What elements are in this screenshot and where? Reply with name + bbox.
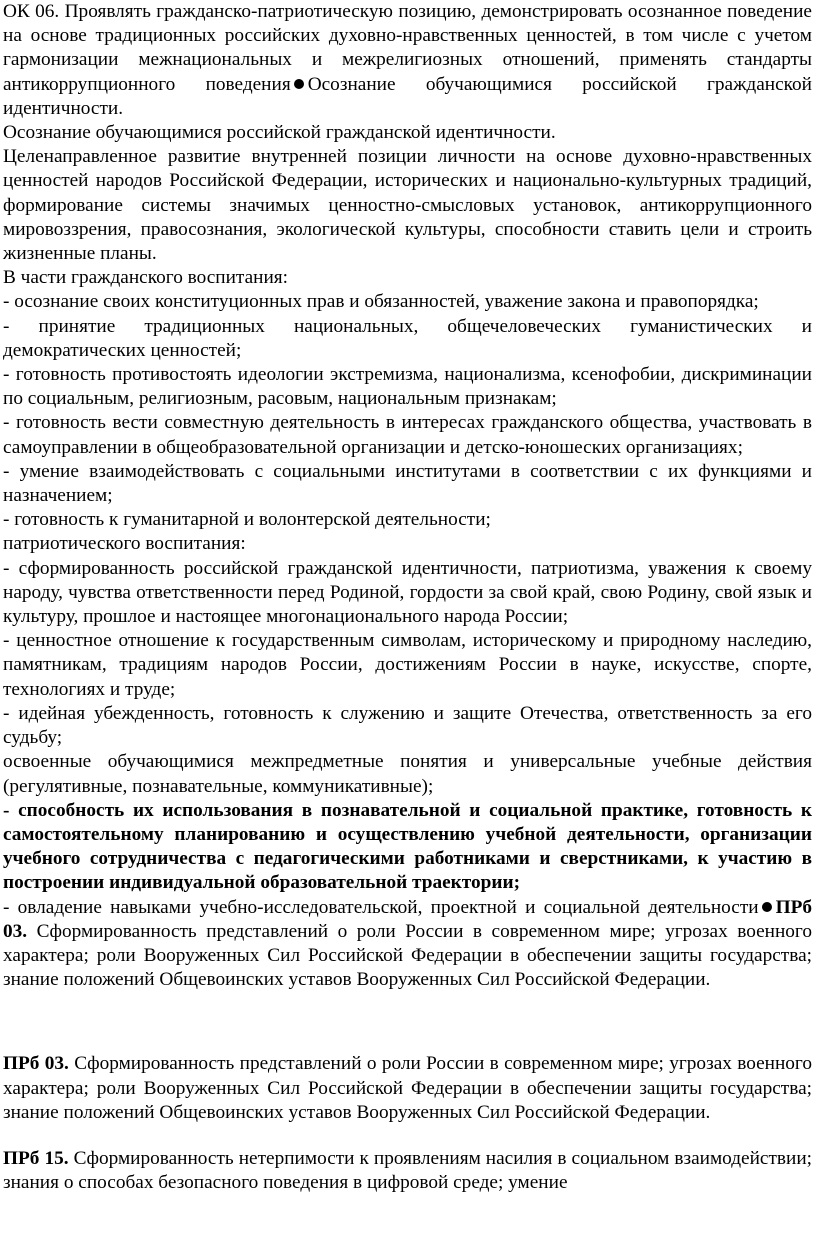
bullet-icon	[294, 79, 304, 89]
patriotic-item: - ценностное отношение к государственным символам, историческому и природному наследию, памятникам, традициям народов России, достижениям России в науке, искусстве, спорте, технологиях и труде;	[3, 630, 812, 700]
identity-paragraph: Осознание обучающимися российской гражданской идентичности.	[3, 122, 556, 144]
prb15-paragraph	[3, 1147, 812, 1195]
ok06-paragraph	[3, 0, 812, 121]
prb03-text: Сформированность представлений о роли России в современном мире; угрозах военного характера; роли Вооруженных Сил Российской Федерации в обеспечении защиты государства; знание положений Общевоинских уставов Вооруженных Сил Российской Федерации.	[3, 1053, 812, 1123]
patriotic-heading: патриотического воспитания:	[3, 533, 246, 555]
development-paragraph: Целенаправленное развитие внутренней позиции личности на основе духовно-нравственных ценностей народов Российской Федерации, исторических и национально-культурных традиций, формирование системы значимых ценностно-смысловых установок, антикоррупционного мировоззрения, правосознания, экологической культуры, способности ставить цели и строить жизненные планы.	[3, 146, 812, 265]
spacer	[3, 992, 812, 1052]
prb03-inline-text: Сформированность представлений о роли России в современном мире; угрозах военного характера; роли Вооруженных Сил Российской Федерации в обеспечении защиты государства; знание положений Общевоинских уставов Вооруженных Сил Российской Федерации.	[3, 920, 812, 991]
prb15-text: Сформированность нетерпимости к проявлениям насилия в социальном взаимодействии; знания о способах безопасного поведения в цифровой среде; умение	[3, 1147, 813, 1194]
patriotic-item: - сформированность российской гражданской идентичности, патриотизма, уважения к своему народу, чувства ответственности перед Родиной, гордости за свой край, свою Родину, свой язык и культуру, прошлое и настоящее многонационального народа России;	[3, 557, 812, 628]
prb15-code: ПРб 15.	[3, 1147, 69, 1169]
civic-item: - принятие традиционных национальных, общечеловеческих гуманистических и демократических ценностей;	[3, 315, 812, 361]
ok06-identity-text: Осознание обучающимися российской гражданской идентичности.	[3, 73, 812, 119]
mastery-text: - овладение навыками учебно-исследовательской, проектной и социальной деятельности	[3, 896, 759, 918]
prb03-inline-code: ПРб 03.	[3, 896, 812, 942]
civic-item: - готовность противостоять идеологии экстремизма, национализма, ксенофобии, дискриминации по социальным, религиозным, расовым, национальным признакам;	[3, 364, 812, 410]
patriotic-item: - идейная убежденность, готовность к служению и защите Отечества, ответственность за его судьбу;	[3, 702, 812, 749]
prb03-paragraph	[3, 1052, 812, 1125]
bullet-icon	[762, 902, 772, 912]
spacer	[3, 1125, 812, 1147]
uud-paragraph: освоенные обучающимися межпредметные понятия и универсальные учебные действия (регулятивные, познавательные, коммуникативные);	[3, 751, 812, 797]
civic-item: - готовность вести совместную деятельность в интересах гражданского общества, участвовать в самоуправлении в общеобразовательной организации и детско-юношеских организациях;	[3, 412, 812, 458]
prb03-code: ПРб 03.	[3, 1053, 69, 1075]
mastery-paragraph	[3, 896, 812, 993]
ability-paragraph: - способность их использования в познавательной и социальной практике, готовность к самостоятельному планированию и осуществлению учебной деятельности, организации учебного сотрудничества с педагогическими работниками и сверстниками, к участию в построении индивидуальной образовательной траектории;	[3, 799, 812, 894]
civic-heading: В части гражданского воспитания:	[3, 267, 289, 289]
ok06-heading: ОК 06. Проявлять гражданско-патриотическую позицию, демонстрировать осознанное поведение на основе традиционных российских духовно-нравственных ценностей, в том числе с учетом гармонизации межнациональных и межрелигиозных отношений, применять стандарты антикоррупционного поведения	[3, 1, 812, 95]
civic-item: - умение взаимодействовать с социальными институтами в соответствии с их функциями и назначением;	[3, 460, 812, 507]
civic-item: - готовность к гуманитарной и волонтерской деятельности;	[3, 509, 491, 531]
civic-item: - осознание своих конституционных прав и обязанностей, уважение закона и правопорядка;	[3, 291, 759, 313]
